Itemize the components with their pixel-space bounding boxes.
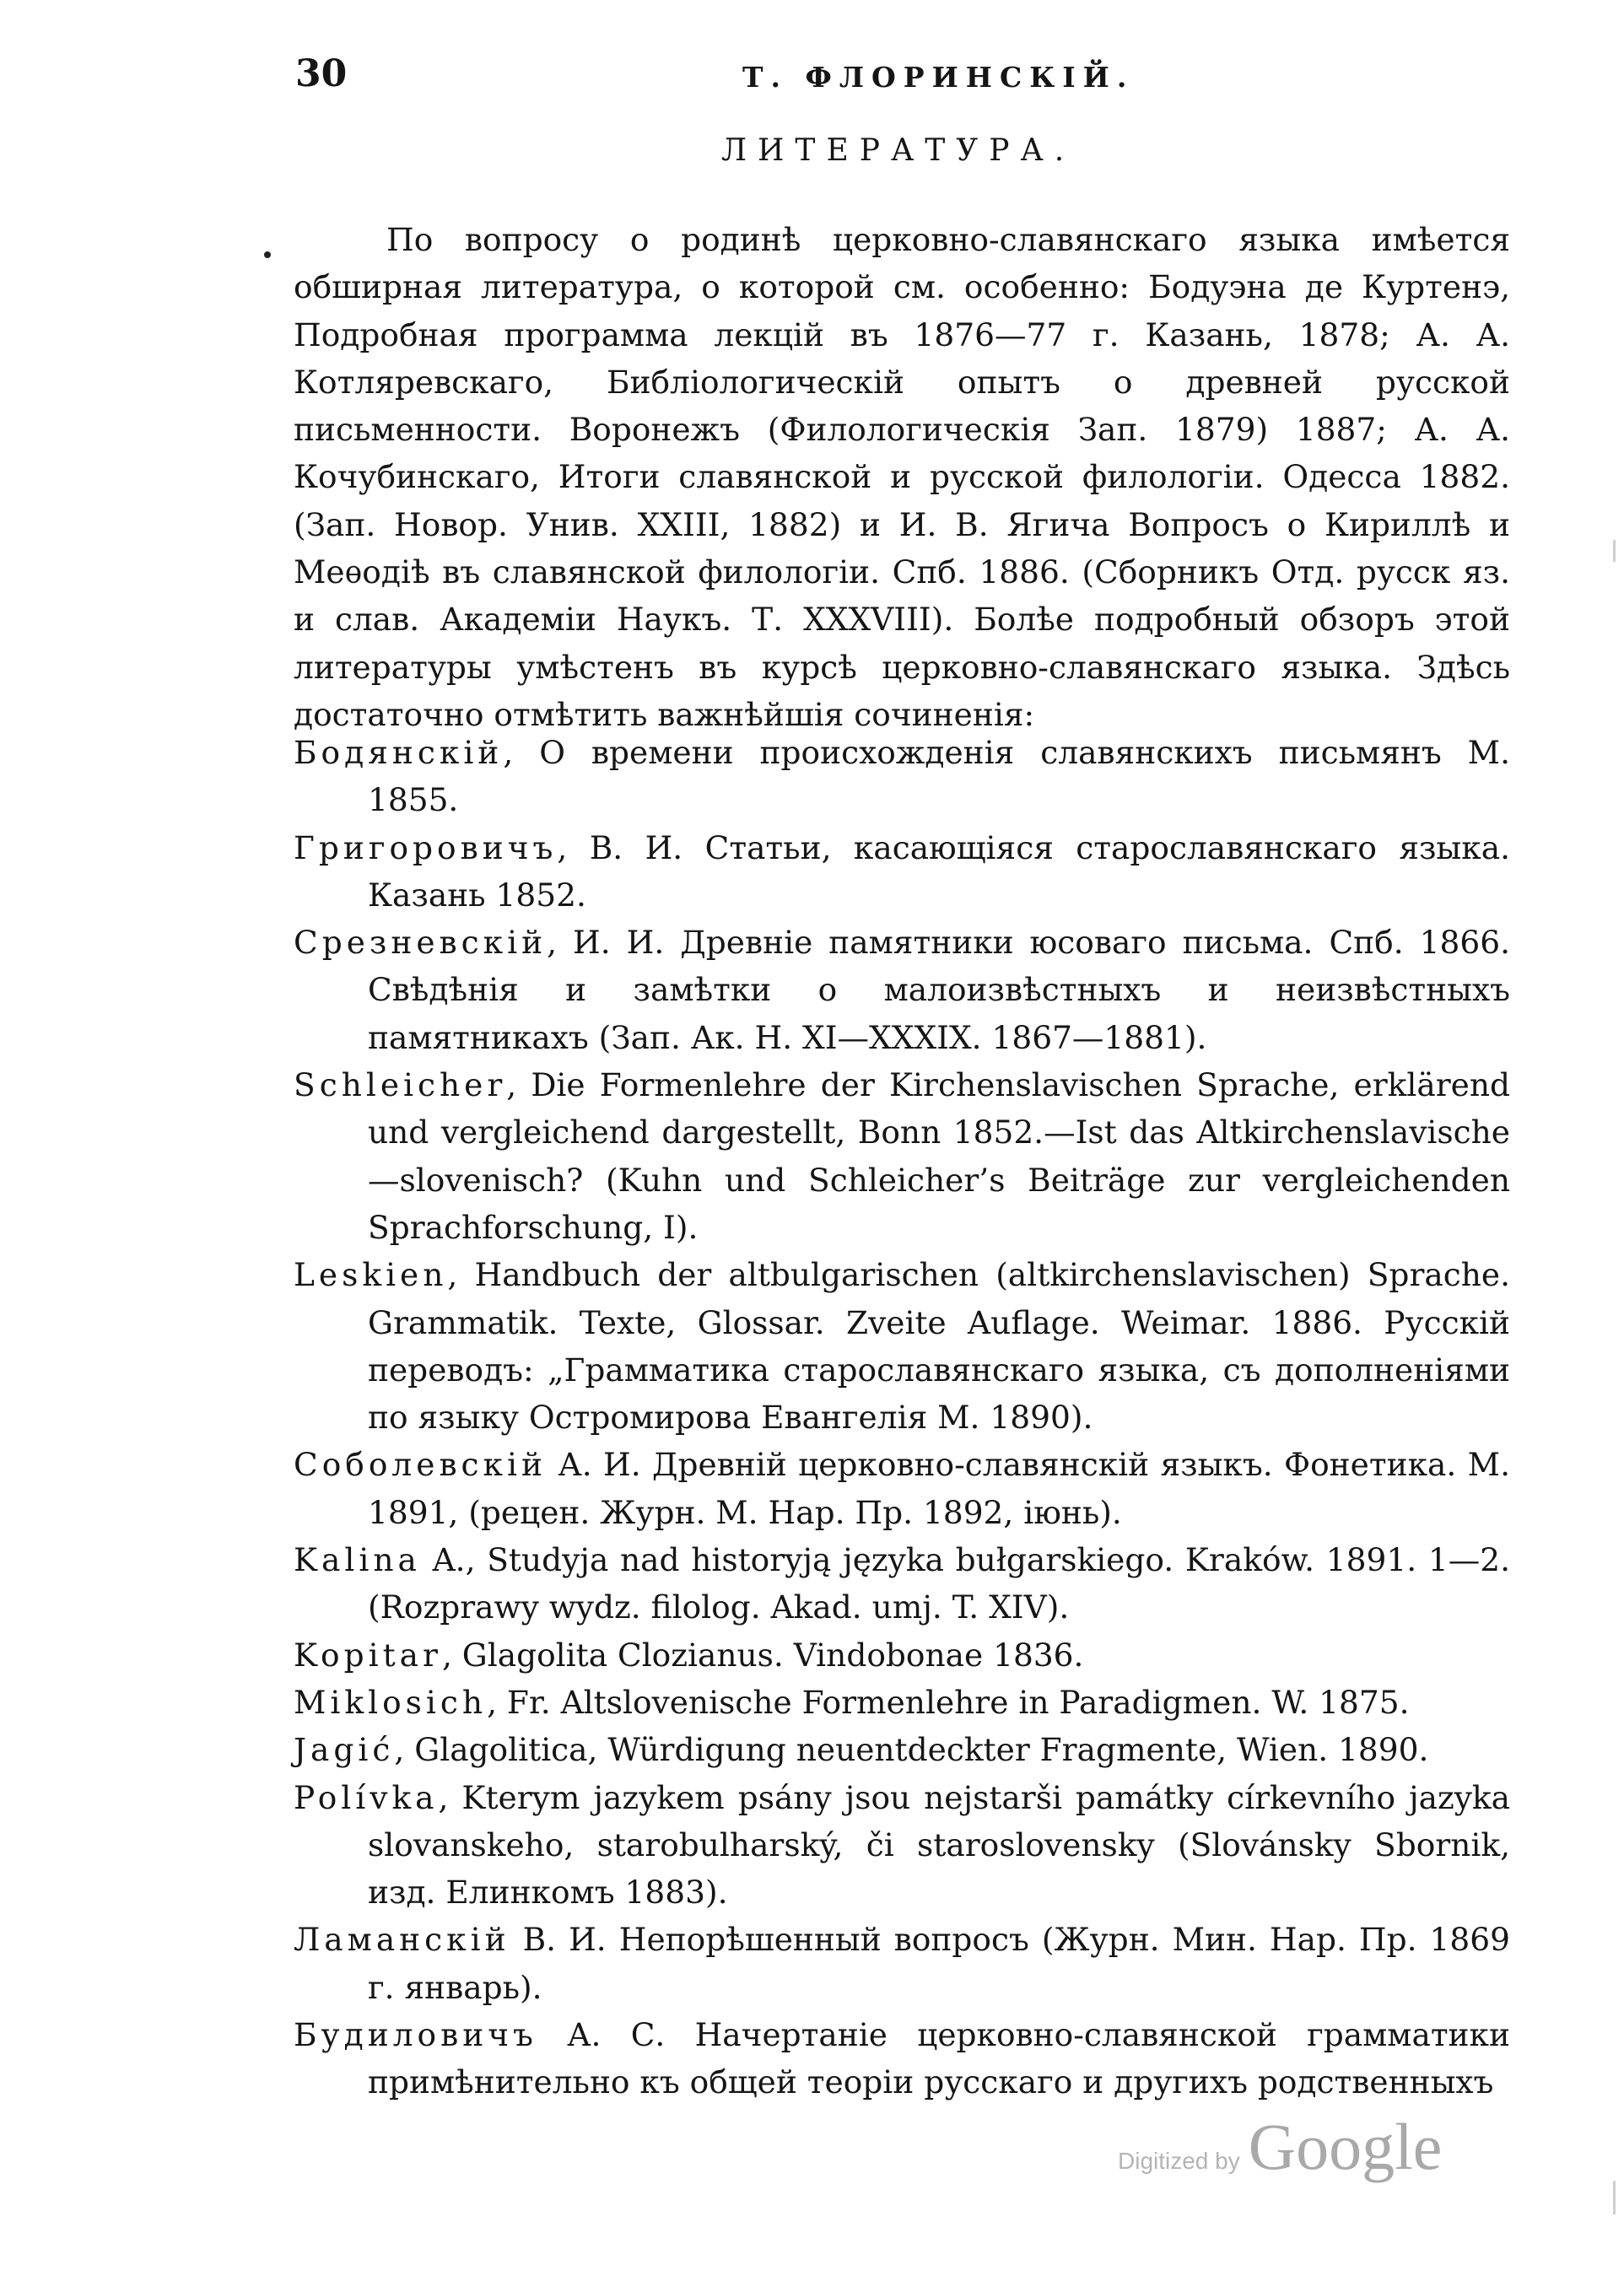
- bibliography-entry: [294, 1774, 1510, 1917]
- entry-author: Ламанскій: [294, 1921, 510, 1959]
- bibliography-entry: [294, 919, 1510, 1061]
- entry-text: , В. И. Статьи, касающіяся старославянскаго языка. Казань 1852.: [368, 828, 1510, 914]
- google-logo: Google: [1248, 2110, 1443, 2183]
- bibliography-entry: [294, 1679, 1510, 1726]
- entry-text: В. И. Непорѣшенный вопросъ (Журн. Мин. Нар. Пр. 1869 г. январь).: [368, 1921, 1510, 2006]
- entry-author: Schleicher: [294, 1066, 507, 1104]
- digitized-watermark: [1118, 2109, 1442, 2185]
- intro-paragraph: По вопросу о родинѣ церковно-славянскаго языка имѣется обширная литература, о которой см. особенно: Бодуэна де Куртенэ, Подробная программа лекцій въ 1876—77 г. Казань, 1878; А. А. Котляревскаго, Библіологическій опытъ о древней русской письменности. Воронежъ (Филологическія Зап. 1879) 1887; А. А. Кочубинскаго, Итоги славянской и русской филологіи. Одесса 1882. (Зап. Новор. Унив. XXIII, 1882) и И. В. Ягича Вопросъ о Кириллѣ и Меѳодіѣ въ славянской филологіи. Спб. 1886. (Сборникъ Отд. русск яз. и слав. Академіи Наукъ. Т. XXXVIII). Болѣе подробный обзоръ этой литературы умѣстенъ въ курсѣ церковно-славянскаго языка. Здѣсь достаточно отмѣтить важнѣйшія сочиненія:: [294, 221, 1510, 733]
- scan-edge-mark: [1613, 540, 1616, 562]
- entry-text: , Glagolita Clozianus. Vindobonae 1836.: [441, 1636, 1084, 1674]
- entry-text: , Glagolitica, Würdigung neuentdeckter Fragmente, Wien. 1890.: [394, 1731, 1429, 1769]
- entry-author: Соболевскій: [294, 1446, 547, 1484]
- bibliography-list: [294, 729, 1510, 2106]
- entry-author: Miklosich: [294, 1683, 488, 1721]
- entry-text: , Fr. Altslovenische Formenlehre in Paradigmen. W. 1875.: [487, 1683, 1410, 1721]
- bibliography-entry: [294, 1726, 1510, 1773]
- bibliography-entry: [294, 729, 1510, 824]
- scan-edge-mark: [1613, 2181, 1616, 2214]
- entry-text: , Handbuch der altbulgarischen (altkirchenslavischen) Sprache. Grammatik. Texte, Glossar. Zveite Auflage. Weimar. 1886. Русскій переводъ: „Грамматика старославянскаго языка, съ дополненіями по языку Остромирова Евангелія М. 1890).: [368, 1256, 1510, 1437]
- section-title: ЛИТЕРАТУРА.: [721, 133, 1076, 168]
- entry-text: A., Studyja nad historyją języka bułgarskiego. Kraków. 1891. 1—2. (Rozprawy wydz. filolog. Akad. umj. T. XIV).: [368, 1541, 1510, 1626]
- bibliography-entry: [294, 1631, 1510, 1679]
- entry-author: Leskien: [294, 1256, 448, 1294]
- entry-author: Kopitar: [294, 1636, 442, 1674]
- bibliography-entry: [294, 2011, 1510, 2106]
- entry-author: Jagić: [294, 1731, 395, 1769]
- entry-text: А. И. Древній церковно-славянскій языкъ. Фонетика. М. 1891, (рецен. Журн. М. Нар. Пр. 1892, іюнь).: [368, 1446, 1510, 1531]
- margin-dot: [264, 251, 271, 258]
- bibliography-entry: [294, 1536, 1510, 1631]
- bibliography-entry: [294, 1916, 1510, 2011]
- entry-text: , И. И. Древніе памятники юсоваго письма. Спб. 1866. Свѣдѣнія и замѣтки о малоизвѣстныхъ и неизвѣстныхъ памятникахъ (Зап. Ак. Н. XI—XXXIX. 1867—1881).: [368, 924, 1510, 1056]
- entry-author: Будиловичъ: [294, 2016, 537, 2054]
- entry-author: Polívka: [294, 1778, 439, 1816]
- page-number: 30: [295, 52, 348, 95]
- watermark-digitized-by: Digitized by: [1118, 2148, 1240, 2174]
- bibliography-entry: [294, 824, 1510, 919]
- entry-text: , Kterym jazykem psány jsou nejstarši památky církevního jazyka slovanskeho, starobulharský, či staroslovensky (Slovánsky Sbornik, изд. Елинкомъ 1883).: [368, 1778, 1510, 1912]
- entry-text: , Die Formenlehre der Kirchenslavischen Sprache, erklärend und vergleichend dargestellt, Bonn 1852.—Ist das Altkirchenslavische —slovenisch? (Kuhn und Schleicher’s Beiträge zur vergleichenden Sprachforschung, I).: [368, 1066, 1510, 1246]
- entry-author: Срезневскій: [294, 924, 548, 962]
- entry-text: , О времени происхожденія славянскихъ письмянъ М. 1855.: [368, 734, 1510, 819]
- bibliography-entry: [294, 1061, 1510, 1251]
- bibliography-entry: [294, 1251, 1510, 1441]
- bibliography-entry: [294, 1441, 1510, 1536]
- entry-author: Бодянскій: [294, 734, 504, 771]
- entry-author: Kalina: [294, 1541, 421, 1579]
- running-head: Т. ФЛОРИНСКІЙ.: [742, 61, 1135, 94]
- entry-author: Григоровичъ: [294, 828, 558, 866]
- entry-text: А. С. Начертаніе церковно-славянской грамматики примѣнительно къ общей теоріи русскаго и другихъ родственныхъ: [368, 2016, 1510, 2101]
